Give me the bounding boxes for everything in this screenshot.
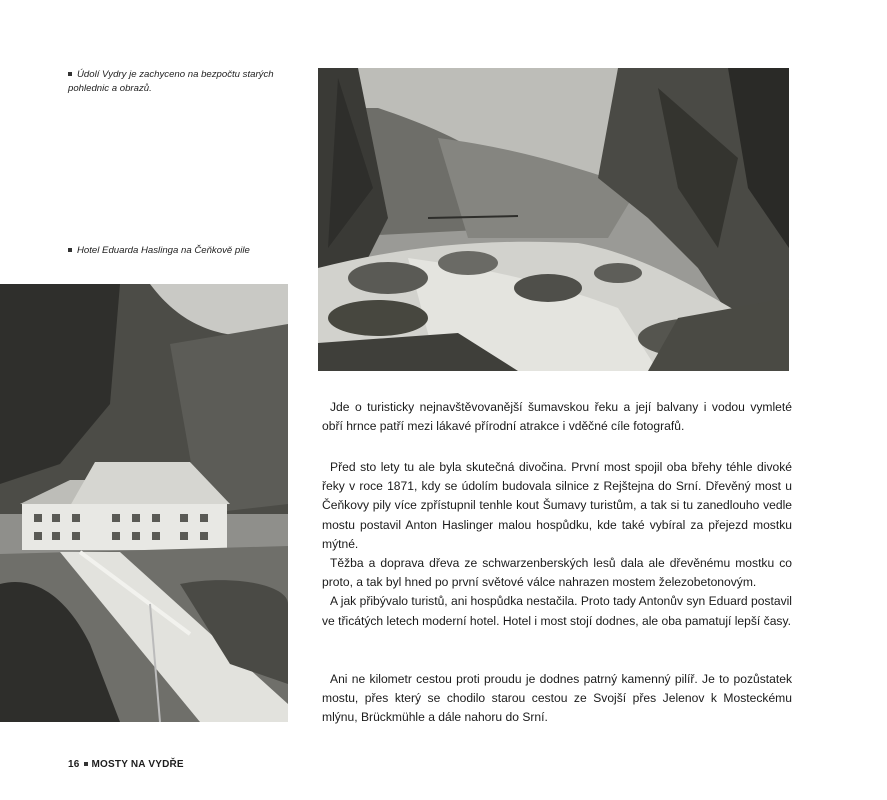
history-section: [322, 458, 792, 631]
intro-text: Jde o turisticky nejnavštěvovanější šumavskou řeku a její balvany i vodou vymleté obří hrnce patří mezi lákavé přírodní atrakce i vděčné cíle fotografů.: [322, 400, 792, 434]
ruin-paragraph: [322, 670, 792, 728]
river-valley-painting: [318, 68, 789, 371]
page-footer: [68, 759, 184, 770]
history-paragraph-1: Před sto lety tu ale byla skutečná divočina. První most spojil oba břehy téhle divoké řeky v roce 1871, kdy se údolím budovala silnice z Rejštejna do Srní. Dřevěný most u Čeňkovy pily více zpřístupnil tenhle kout Šumavy turistům, a tak si tu zanedlouho vedle mostu postavil Anton Haslinger malou hospůdku, kde také vybíral za přejezd mostku mýtné.: [322, 460, 792, 551]
history-paragraph-3: A jak přibývalo turistů, ani hospůdka nestačila. Proto tady Antonův syn Eduard postavil ve třicátých letech moderní hotel. Hotel i most stojí dodnes, ale oba pamatují lepší časy.: [322, 594, 792, 628]
caption-valley-text: Údolí Vydry je zachyceno na bezpočtu starých pohlednic a obrazů.: [68, 69, 274, 94]
history-paragraph-2: Těžba a doprava dřeva ze schwarzenberských lesů dala ale dřevěnému mostku co proto, a tak byl hned po první světové válce nahrazen mostem železobetonovým.: [322, 556, 792, 590]
ruin-text: Ani ne kilometr cestou proti proudu je dodnes patrný kamenný pilíř. Je to pozůstatek mostu, přes který se chodilo starou cestou ze Svojší přes Jelenov k Mosteckému mlýnu, Brückmühle a dále nahoru do Srní.: [322, 672, 792, 725]
bullet-square-icon: [68, 72, 72, 76]
caption-hotel: [68, 244, 278, 258]
page-number: 16: [68, 759, 80, 770]
bullet-square-icon: [68, 248, 72, 252]
caption-valley: [68, 68, 278, 96]
hotel-photograph: [0, 284, 288, 722]
book-title: MOSTY NA VYDŘE: [91, 759, 184, 770]
caption-hotel-text: Hotel Eduarda Haslinga na Čeňkově pile: [77, 245, 250, 256]
bullet-square-icon: [84, 762, 88, 766]
intro-paragraph: [322, 398, 792, 436]
